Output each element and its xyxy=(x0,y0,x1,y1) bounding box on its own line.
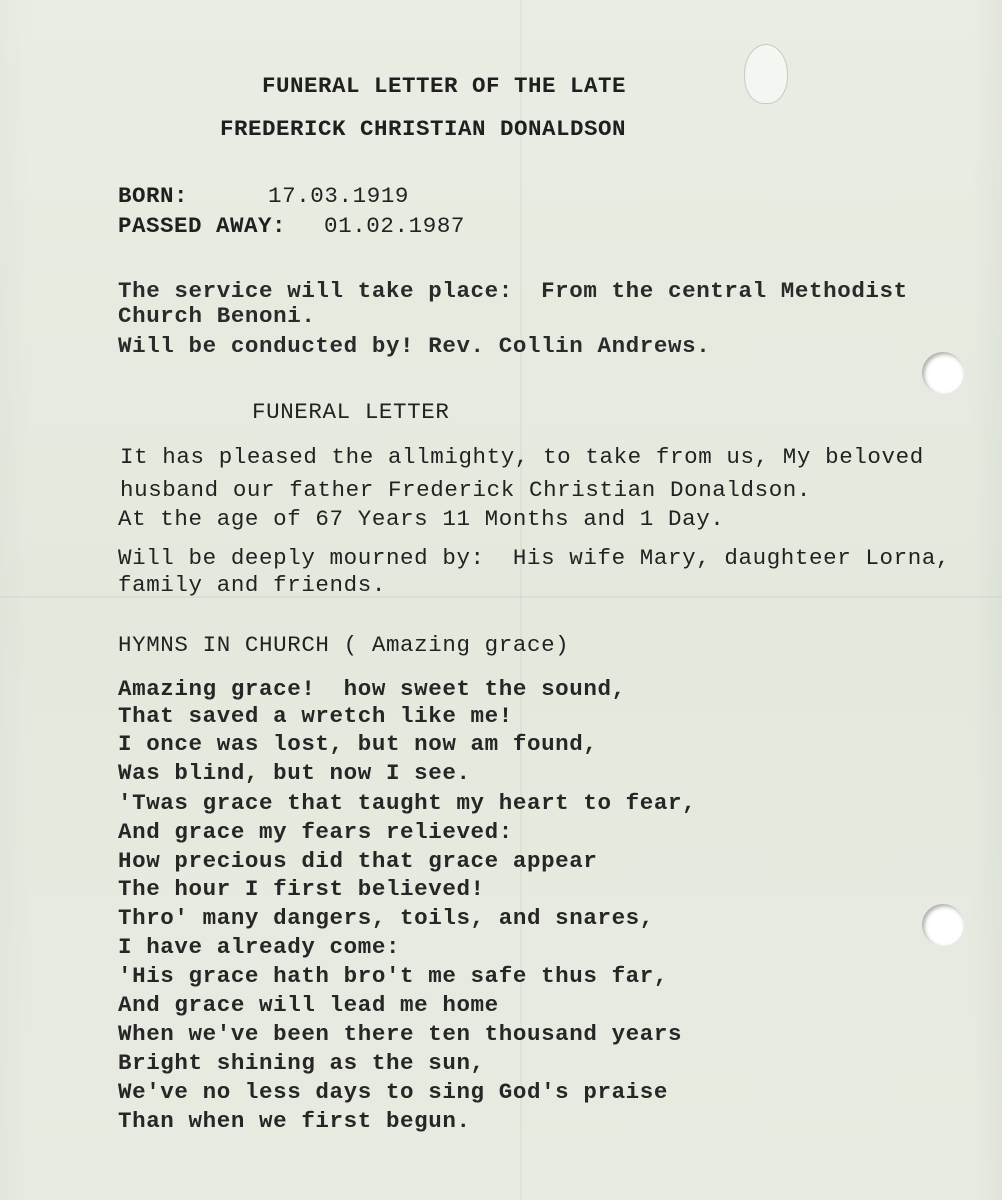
service-line-2: Church Benoni. xyxy=(118,303,316,329)
born-label: BORN: xyxy=(118,183,189,209)
mourned-by-line-1: Will be deeply mourned by: His wife Mary, daughteer Lorna, xyxy=(118,545,951,571)
hymn-line: 'His grace hath bro't me safe thus far, xyxy=(118,963,668,989)
funeral-letter-line-2: husband our father Frederick Christian Donaldson. xyxy=(120,477,812,503)
service-line-1: The service will take place: From the central Methodist xyxy=(118,278,908,304)
hymn-line: When we've been there ten thousand years xyxy=(118,1021,683,1047)
born-date: 17.03.1919 xyxy=(268,183,410,209)
hymn-line: We've no less days to sing God's praise xyxy=(118,1079,668,1105)
hymn-line: Amazing grace! how sweet the sound, xyxy=(118,676,626,702)
mourned-by-line-2: family and friends. xyxy=(118,572,386,598)
hymn-line: Thro' many dangers, toils, and snares, xyxy=(118,905,654,931)
hymn-line: The hour I first believed! xyxy=(118,876,485,902)
hymn-line: And grace my fears relieved: xyxy=(118,819,513,845)
passed-away-label: PASSED AWAY: xyxy=(118,213,287,239)
hymn-line: Was blind, but now I see. xyxy=(118,760,471,786)
hymn-line: And grace will lead me home xyxy=(118,992,499,1018)
hymn-line: That saved a wretch like me! xyxy=(118,703,513,729)
funeral-letter-line-3: At the age of 67 Years 11 Months and 1 Day. xyxy=(118,506,725,532)
hymns-heading: HYMNS IN CHURCH ( Amazing grace) xyxy=(118,632,570,658)
title-line-1: FUNERAL LETTER OF THE LATE xyxy=(262,73,627,99)
hymn-line: Bright shining as the sun, xyxy=(118,1050,485,1076)
passed-away-date: 01.02.1987 xyxy=(324,213,466,239)
funeral-letter-line-1: It has pleased the allmighty, to take from us, My beloved xyxy=(120,444,924,470)
hymn-line: Than when we first begun. xyxy=(118,1108,471,1134)
hymn-line: I once was lost, but now am found, xyxy=(118,731,598,757)
title-line-2: FREDERICK CHRISTIAN DONALDSON xyxy=(220,116,627,142)
hymn-line: I have already come: xyxy=(118,934,401,960)
hymn-line: How precious did that grace appear xyxy=(118,848,598,874)
punch-hole-upper xyxy=(922,352,964,394)
service-line-3: Will be conducted by! Rev. Collin Andrews. xyxy=(118,333,711,359)
hymn-line: 'Twas grace that taught my heart to fear, xyxy=(118,790,697,816)
punch-hole-lower xyxy=(922,904,964,946)
funeral-letter-heading: FUNERAL LETTER xyxy=(252,399,450,425)
water-stain xyxy=(744,44,788,104)
fold-crease-vertical xyxy=(520,0,522,1200)
